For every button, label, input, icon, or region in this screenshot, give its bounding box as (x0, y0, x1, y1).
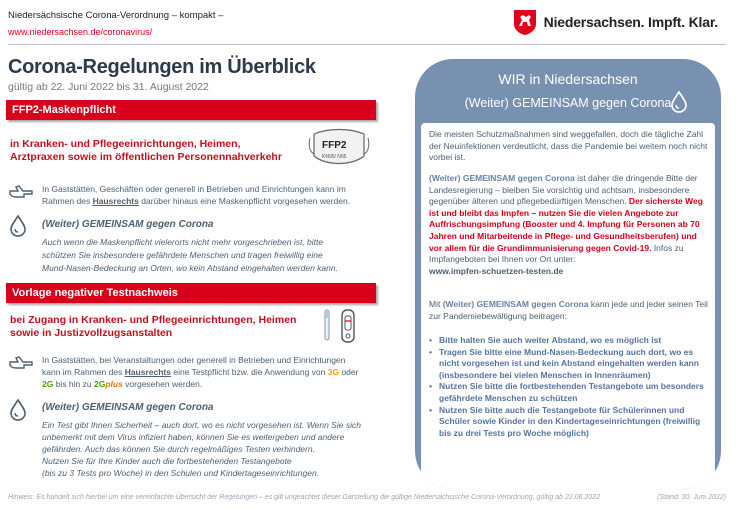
pointing-hand-icon (8, 354, 34, 372)
together-text-2-line-1: Ein Test gibt Ihnen Sicherheit – auch dort, wo es nicht vorgesehen ist. Wenn Sie sich (42, 420, 361, 430)
logo-slogan: Niedersachsen. Impft. Klar. (543, 14, 718, 30)
list-item: • Tragen Sie bitte eine Mund-Nasen-Bedeckung auch dort, wo es nicht vorgesehen ist und kein Abstand eingehalten werden kann (insbesondere bei vielen Menschen in Innenräumen) (429, 347, 709, 382)
impfen-link[interactable]: www.impfen-schuetzen-testen.de (429, 265, 564, 276)
together-heading-1: (Weiter) GEMEINSAM gegen Corona (42, 219, 214, 230)
list-item: • Nutzen Sie bitte auch die Testangebote für Schülerinnen und Schüler sowie Kinder in den Kindertageseinrichtungen (freiwillig bis zu drei Tests pro Woche möglich) (429, 405, 709, 440)
ffp2-rule-line-2: Arztpraxen sowie im öffentlichen Personennahverkehr (10, 151, 282, 163)
together-text-2-line-2: unbemerkt mit dem Virus infiziert haben, können Sie es weitergeben und andere (42, 432, 345, 442)
together-text-1-line-2: schützen Sie insbesondere gefährdete Menschen und tragen freiwillig eine (42, 250, 323, 260)
ffp2-info-line-1: In Gaststätten, Geschäften oder generell in Betrieben und Einrichtungen kann im (42, 184, 346, 194)
ffp2-info-line-2: Rahmen des Hausrechts darüber hinaus eine Maskenpflicht vorgesehen werden. (42, 196, 351, 206)
ffp2-rule-line-1: in Kranken- und Pflegeeinrichtungen, Heimen, (10, 138, 241, 150)
panel-content (421, 123, 715, 489)
mask-label: FFP2 (322, 140, 347, 151)
water-drop-icon (669, 90, 689, 114)
niedersachsen-horse-crest-icon (512, 8, 538, 36)
header-divider (8, 44, 726, 45)
list-item: • Bitte halten Sie auch weiter Abstand, wo es möglich ist (429, 335, 709, 347)
section-bar-testnachweis: Vorlage negativer Testnachweis (6, 283, 376, 303)
list-item: • Nutzen Sie bitte die fortbestehenden Testangebote um besonders gefährdete Menschen zu schützen (429, 381, 709, 404)
panel-paragraph-1: Die meisten Schutzmaßnahmen sind weggefallen, doch die tägliche Zahl der Neuinfektionen verdeutlicht, dass die Pandemie bei weitem noch nicht vorbei ist. (429, 129, 708, 163)
together-text-1-line-3: Mund-Nasen-Bedeckung an Orten, wo kein Abstand eingehalten werden kann. (42, 263, 338, 273)
panel-title: WIR in Niedersachsen (498, 71, 638, 87)
test-info-line-2: kann im Rahmen des Hausrechts eine Testpflicht bzw. die Anwendung von 3G oder (42, 367, 359, 377)
niedersachsen-logo (512, 8, 718, 36)
water-drop-icon (8, 398, 28, 422)
water-drop-icon (8, 214, 28, 238)
test-info-line-1: In Gaststätten, bei Veranstaltungen oder generell in Betrieben und Einrichtungen (42, 355, 346, 365)
info-panel (415, 59, 721, 489)
page-subtitle: gültig ab 22. Juni 2022 bis 31. August 2022 (8, 81, 209, 93)
together-text-1-line-1: Auch wenn die Maskenpflicht vielerorts nicht mehr vorgeschrieben ist, bitte (42, 237, 324, 247)
together-text-2-line-4: Nutzen Sie für Ihre Kinder auch die fortbestehenden Testangebote (42, 456, 292, 466)
hausrecht-link[interactable]: Hausrechts (92, 196, 139, 206)
together-text-2-line-3: gefährden. Auch das können Sie durch regelmäßiges Testen verhindern. (42, 444, 315, 454)
page-title: Corona-Regelungen im Überblick (8, 56, 316, 78)
pointing-hand-icon (8, 183, 34, 201)
panel-bullet-list (429, 335, 709, 439)
section-bar-ffp2: FFP2-Maskenpflicht (6, 100, 376, 120)
footer-stand-date: (Stand: 30. Juni 2022) (657, 494, 726, 501)
test-kit-icon (322, 306, 362, 346)
footer-note: Hinweis: Es handelt sich hierbei um eine vereinfachte Übersicht der Regelungen – es gilt ungeachtet dieser Darstellung die gültige Niedersächsische Corona-Verordnung, gültig ab 22.06.2022 (8, 494, 600, 501)
test-rule-line-1: bei Zugang in Kranken- und Pflegeeinrichtungen, Heimen (10, 314, 297, 326)
test-rule-line-2: sowie in Justizvollzugsanstalten (10, 327, 173, 339)
panel-paragraph-3: Mit (Weiter) GEMEINSAM gegen Corona kann jede und jeder seinen Teil zur Pandemiebewältigung beitragen: (429, 299, 708, 321)
panel-paragraph-2: (Weiter) GEMEINSAM gegen Corona ist daher die dringende Bitte der Landesregierung – bleiben Sie vorsichtig und achtsam, insbesondere gegenüber älteren und pflegebedürftigen Menschen. Der sicherste Weg ist und bleibt das Impfen – nutzen Sie die vielen Angebote zur Auffrischungsimpfung (Booster und 4. Impfung für Personen ab 70 Jahren und Mitarbeitende in Pflege- und Gesundheitsberufen) und vor allem für die Grundimmunisierung gegen Covid-19. Infos zu Impfangeboten bei Ihnen vor Ort unter: www.impfen-schuetzen-testen.de (429, 173, 703, 276)
header-title: Niedersächsische Corona-Verordnung – kompakt – (8, 10, 224, 21)
header-url-link[interactable]: www.niedersachsen.de/coronavirus/ (8, 27, 153, 37)
mask-sublabel: KN95/ N95 (322, 154, 347, 160)
hausrecht-link-2[interactable]: Hausrechts (124, 367, 171, 377)
together-heading-2: (Weiter) GEMEINSAM gegen Corona (42, 402, 214, 413)
panel-subtitle: (Weiter) GEMEINSAM gegen Corona (464, 96, 672, 110)
test-info-line-3: 2G bis hin zu 2Gplus vorgesehen werden. (42, 379, 203, 389)
together-text-2-line-5: (bis zu 3 Tests pro Woche) in den Schulen und Kindertageseinrichtungen. (42, 468, 320, 478)
ffp2-mask-icon (308, 126, 370, 168)
